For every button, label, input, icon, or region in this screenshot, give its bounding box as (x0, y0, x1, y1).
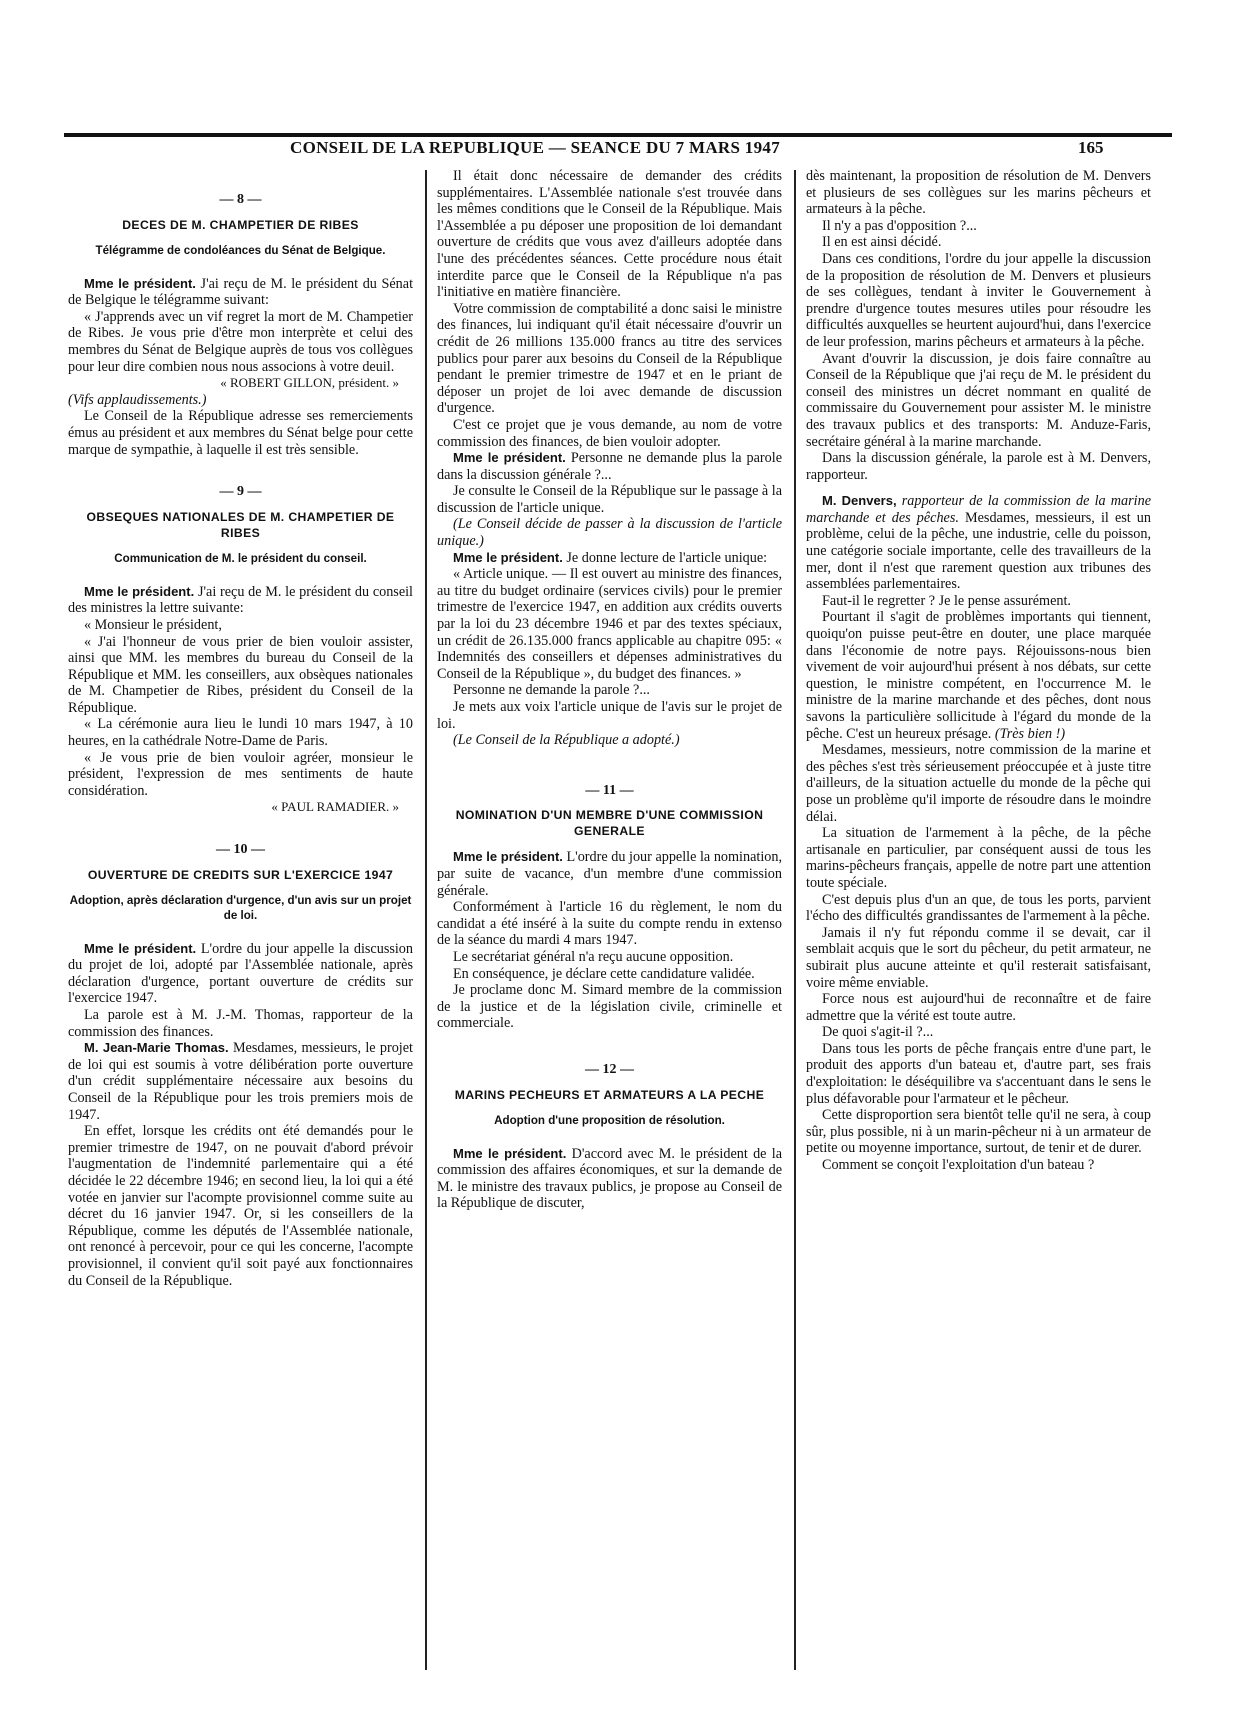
section-title: OUVERTURE DE CREDITS SUR L'EXERCICE 1947 (87, 867, 394, 882)
paragraph (806, 493, 1151, 593)
paragraph: C'est ce projet que je vous demande, au nom de votre commission des finances, de bien vouloir adopter. (437, 416, 782, 450)
paragraph: Dans la discussion générale, la parole est à M. Denvers, rapporteur. (806, 450, 1151, 483)
running-title: CONSEIL DE LA REPUBLIQUE — SEANCE DU 7 MARS 1947 (290, 138, 781, 157)
paragraph: De quoi s'agit-il ?... (822, 1024, 934, 1041)
speaker-name: Mme le président. (453, 450, 566, 466)
speaker-name: Mme le président. (84, 583, 195, 599)
speaker-role: rapporteur de la commission de la marine marchande et des pêches. (806, 493, 1151, 526)
paragraph: dès maintenant, la proposition de résolution de M. Denvers et plusieurs de ses collègues sur les marins pêcheurs et armateurs à la pêche. (806, 168, 1151, 218)
section-subtitle: Adoption d'une proposition de résolution. (494, 1113, 725, 1127)
section-title: OBSEQUES NATIONALES DE M. CHAMPETIER DE RIBES (86, 509, 395, 540)
section-number: — 11 — (585, 782, 634, 798)
paragraph: Je mets aux voix l'article unique de l'avis sur le projet de loi. (437, 699, 782, 732)
paragraph: Il n'y a pas d'opposition ?... (822, 217, 977, 234)
column-divider-left (425, 170, 427, 1670)
paragraph: En effet, lorsque les crédits ont été demandés pour le premier trimestre de 1947, on ne pouvait d'abord prévoir l'augmentation de l'indemnité parlementaire qui a été décidée le 22 décembre 1946; en second lieu, la loi qui a été votée en janvier sur l'acompte provisionnel comme suite au décret du 16 janvier 1947. Or, si les conseillers de la République, comme les députés de l'Assemblée nationale, ont renoncé à percevoir, pour ce qui les concerne, l'acompte provisionnel, il convient qu'il soit payé aux fonctionnaires du Conseil de la République. (68, 1123, 413, 1289)
column-2 (437, 168, 782, 1212)
quote: « Je vous prie de bien vouloir agréer, monsieur le président, l'expression de mes sentiments de haute considération. (68, 749, 413, 799)
speaker-name: Mme le président. (453, 1145, 567, 1161)
paragraph: C'est depuis plus d'un an que, de tous les ports, parvient l'écho des difficultés grandissantes de l'armement à la pêche. (806, 891, 1151, 925)
section-subtitle: Adoption, après déclaration d'urgence, d'un avis sur un projet de loi. (69, 893, 412, 922)
section-number: — 12 — (585, 1061, 634, 1077)
paragraph: En conséquence, je déclare cette candidature validée. (453, 965, 755, 982)
paragraph: Dans ces conditions, l'ordre du jour appelle la discussion de la proposition de résolution de M. Denvers et plusieurs de ses collègues, tendant à inviter le Gouvernement à prendre d'urgence toutes mesures utiles pour résoudre les difficultés auxquelles se heurtent aujourd'hui, dans l'exercice de leur profession, marins pêcheurs et armateurs à la pêche. (806, 250, 1151, 350)
paragraph-text: L'ordre du jour appelle la discussion du projet de loi, adopté par l'Assemblée nationale, après déclaration d'urgence, portant ouverture de crédits sur l'exercice 1947. (68, 940, 413, 1007)
paragraph: Il était donc nécessaire de demander des crédits supplémentaires. L'Assemblée nationale s'est trouvée dans les mêmes conditions que le Conseil de la République. Mais l'Assemblée a pu déposer une proposition de loi demandant ouverture de crédits que vous avez d'ailleurs adoptée dans l'une des précédentes séances. Cette procédure nous était interdite parce que le Conseil de la République n'a pas l'initiative en matière financière. (437, 168, 782, 301)
paragraph: Jamais il n'y fut répondu comme il se devait, car il semblait acquis que le sort du pêcheur, du petit armateur, ne subirait plus aucune atteinte et qu'il resterait satisfaisant, voire même enviable. (806, 924, 1151, 991)
paragraph: Force nous est aujourd'hui de reconnaître et de faire admettre que la vérité est toute autre. (806, 991, 1151, 1024)
stage-note: (Le Conseil décide de passer à la discussion de l'article unique.) (437, 516, 782, 550)
section-subtitle: Télégramme de condoléances du Sénat de Belgique. (95, 243, 386, 257)
paragraph: La parole est à M. J.-M. Thomas, rapporteur de la commission des finances. (68, 1007, 413, 1040)
header-rule (64, 133, 1172, 137)
paragraph: La situation de l'armement à la pêche, de la pêche artisanale en particulier, par conséquent aussi de tous les marins-pêcheurs français, appelle de notre part une attention toute spéciale. (806, 825, 1151, 891)
paragraph: Le Conseil de la République adresse ses remerciements émus au président et aux membres du Sénat belge pour cette marque de sympathie, à laquelle il est très sensible. (68, 408, 413, 458)
paragraph (437, 450, 782, 483)
quote: « J'apprends avec un vif regret la mort de M. Champetier de Ribes. Je vous prie d'être mon interprète et celui des membres du Sénat de Belgique auprès de tous vos collègues pour leur dire combien nous nous associons à votre deuil. (68, 308, 413, 375)
section-number: — 8 — (219, 192, 262, 207)
paragraph (68, 941, 413, 1007)
paragraph (437, 550, 782, 567)
paragraph: Je proclame donc M. Simard membre de la commission de la justice et de la législation civile, criminelle et commerciale. (437, 982, 782, 1032)
paragraph (806, 609, 1151, 742)
speaker-name: M. Jean-Marie Thomas. (84, 1040, 229, 1056)
stage-note: (Le Conseil de la République a adopté.) (453, 732, 680, 749)
stage-note: (Vifs applaudissements.) (68, 391, 207, 408)
paragraph (437, 849, 782, 899)
paragraph: Faut-il le regretter ? Je le pense assurément. (822, 592, 1071, 609)
signature: « ROBERT GILLON, président. » (220, 375, 399, 391)
speaker-name: Mme le président. (84, 940, 197, 956)
speaker-name: Mme le président. (84, 275, 196, 291)
paragraph (68, 584, 413, 617)
paragraph: Le secrétariat général n'a reçu aucune opposition. (453, 948, 734, 965)
section-title: NOMINATION D'UN MEMBRE D'UNE COMMISSION GENERALE (455, 808, 764, 839)
speaker-name: M. Denvers, (822, 493, 897, 509)
column-3 (806, 168, 1151, 1174)
paragraph-text: L'ordre du jour appelle la nomination, par suite de vacance, d'un membre d'une commission générale. (437, 849, 782, 899)
paragraph: Il en est ainsi décidé. (822, 234, 942, 251)
paragraph-text: Personne ne demande plus la parole dans la discussion générale ?... (437, 450, 782, 483)
paragraph-text: J'ai reçu de M. le président du Sénat de Belgique le télégramme suivant: (68, 275, 414, 309)
paragraph: Personne ne demande la parole ?... (453, 682, 650, 699)
paragraph: Conformément à l'article 16 du règlement, le nom du candidat a été inséré à la suite du compte rendu in extenso de la séance du mardi 4 mars 1947. (437, 899, 782, 949)
paragraph: Comment se conçoit l'exploitation d'un bateau ? (822, 1157, 1095, 1174)
paragraph: Cette disproportion sera bientôt telle qu'il ne sera, à coup sûr, plus possible, ni à un marin-pêcheur ni à un armateur de petite ou moyenne importance, surtout, de tenir et de durer. (806, 1107, 1151, 1157)
paragraph (437, 1146, 782, 1212)
section-number: — 9 — (219, 484, 262, 500)
quote: « La cérémonie aura lieu le lundi 10 mars 1947, à 10 heures, en la cathédrale Notre-Dame de Paris. (68, 716, 413, 750)
stage-note: (Très bien !) (991, 725, 1066, 742)
quote: « Monsieur le président, (84, 616, 222, 633)
paragraph-text: Pourtant il s'agit de problèmes importants qui tiennent, quoiqu'on puisse peut-être en douter, une place marquée dans l'économie de notre pays. Réjouissons-nous bien vivement de voir aujourd'hui présent à nos débats, sur cette question, le ministre compétent, en l'occurrence M. le ministre de la marine marchande et des pêches, dont nous savons la particulière sollicitude à l'égard du monde de la pêche. C'est un heureux présage. (806, 609, 1151, 742)
paragraph-text: Je donne lecture de l'article unique: (562, 549, 768, 566)
column-divider-right (794, 170, 796, 1670)
paragraph-text: Mesdames, messieurs, le projet de loi qui est soumis à votre délibération porte ouverture d'un crédit supplémentaire nécessaire aux besoins du Conseil de la République pour les trois premiers mois de 1947. (68, 1040, 413, 1123)
paragraph: Votre commission de comptabilité a donc saisi le ministre des finances, lui indiquant qu'il était nécessaire d'ouvrir un crédit de 26 millions 135.000 francs au titre des services publics pour parer aux besoins du Conseil de la République pendant le premier trimestre de 1947 et en le priant de déposer un projet de loi avec demande de discussion d'urgence. (437, 300, 782, 417)
paragraph: Avant d'ouvrir la discussion, je dois faire connaître au Conseil de la République que j'ai reçu de M. le président du conseil des ministres un décret nommant en qualité de commissaire du Gouvernement pour assister M. le ministre des travaux publics et des transports: M. Anduze-Faris, secrétaire général à la marine marchande. (806, 350, 1151, 450)
paragraph: Mesdames, messieurs, notre commission de la marine et des pêches s'est très sérieusement préoccupée et à juste titre d'ailleurs, de la situation actuelle du monde de la pêche qui pose un problème qu'il importe de résoudre dans le moindre délai. (806, 742, 1151, 825)
paragraph (68, 276, 413, 309)
signature: « PAUL RAMADIER. » (271, 799, 399, 815)
paragraph-text: J'ai reçu de M. le président du conseil des ministres la lettre suivante: (68, 583, 414, 617)
paragraph-text: Mesdames, messieurs, il est un problème, celui de la pêche, une industrie, celle du poisson, une catégorie sociale importante, celle des travailleurs de la mer, dont il n'est que rarement question aux tribunes des assemblées parlementaires. (806, 509, 1151, 593)
paragraph: Je consulte le Conseil de la République sur le passage à la discussion de l'article unique. (437, 483, 782, 516)
column-1 (68, 168, 413, 1289)
paragraph: Dans tous les ports de pêche français entre d'une part, le produit des apports d'un bateau et, d'autre part, ses frais d'exploitation: le déséquilibre va s'accentuant dans le sens le plus défavorable pour l'armateur et le pêcheur. (806, 1040, 1151, 1107)
quote: « J'ai l'honneur de vous prier de bien vouloir assister, ainsi que MM. les membres du bureau du Conseil de la République et MM. les conseillers, aux obsèques nationales de M. Champetier de Ribes, président du Conseil de la République. (68, 633, 413, 716)
speaker-name: Mme le président. (453, 549, 563, 565)
section-number: — 10 — (216, 842, 265, 858)
paragraph (68, 1040, 413, 1123)
section-title: DECES DE M. CHAMPETIER DE RIBES (122, 217, 359, 232)
page-number: 165 (1078, 138, 1104, 157)
section-subtitle: Communication de M. le président du conseil. (114, 551, 367, 565)
quote: « Article unique. — Il est ouvert au ministre des finances, au titre du budget ordinaire (services civils) pour le premier trimestre de l'exercice 1947, en addition aux crédits ouverts par la loi du 23 décembre 1946 et par des textes spéciaux, un crédit de 26.135.000 francs applicable au chapitre 095: « Indemnités des conseillers et dépenses administratives du Conseil de la République », du budget des finances. » (437, 566, 782, 682)
section-title: MARINS PECHEURS ET ARMATEURS A LA PECHE (454, 1087, 765, 1102)
speaker-name: Mme le président. (453, 849, 563, 865)
paragraph-text: D'accord avec M. le président de la commission des affaires économiques, et sur la demande de M. le ministre des travaux publics, je propose au Conseil de la République de discuter, (437, 1145, 782, 1212)
